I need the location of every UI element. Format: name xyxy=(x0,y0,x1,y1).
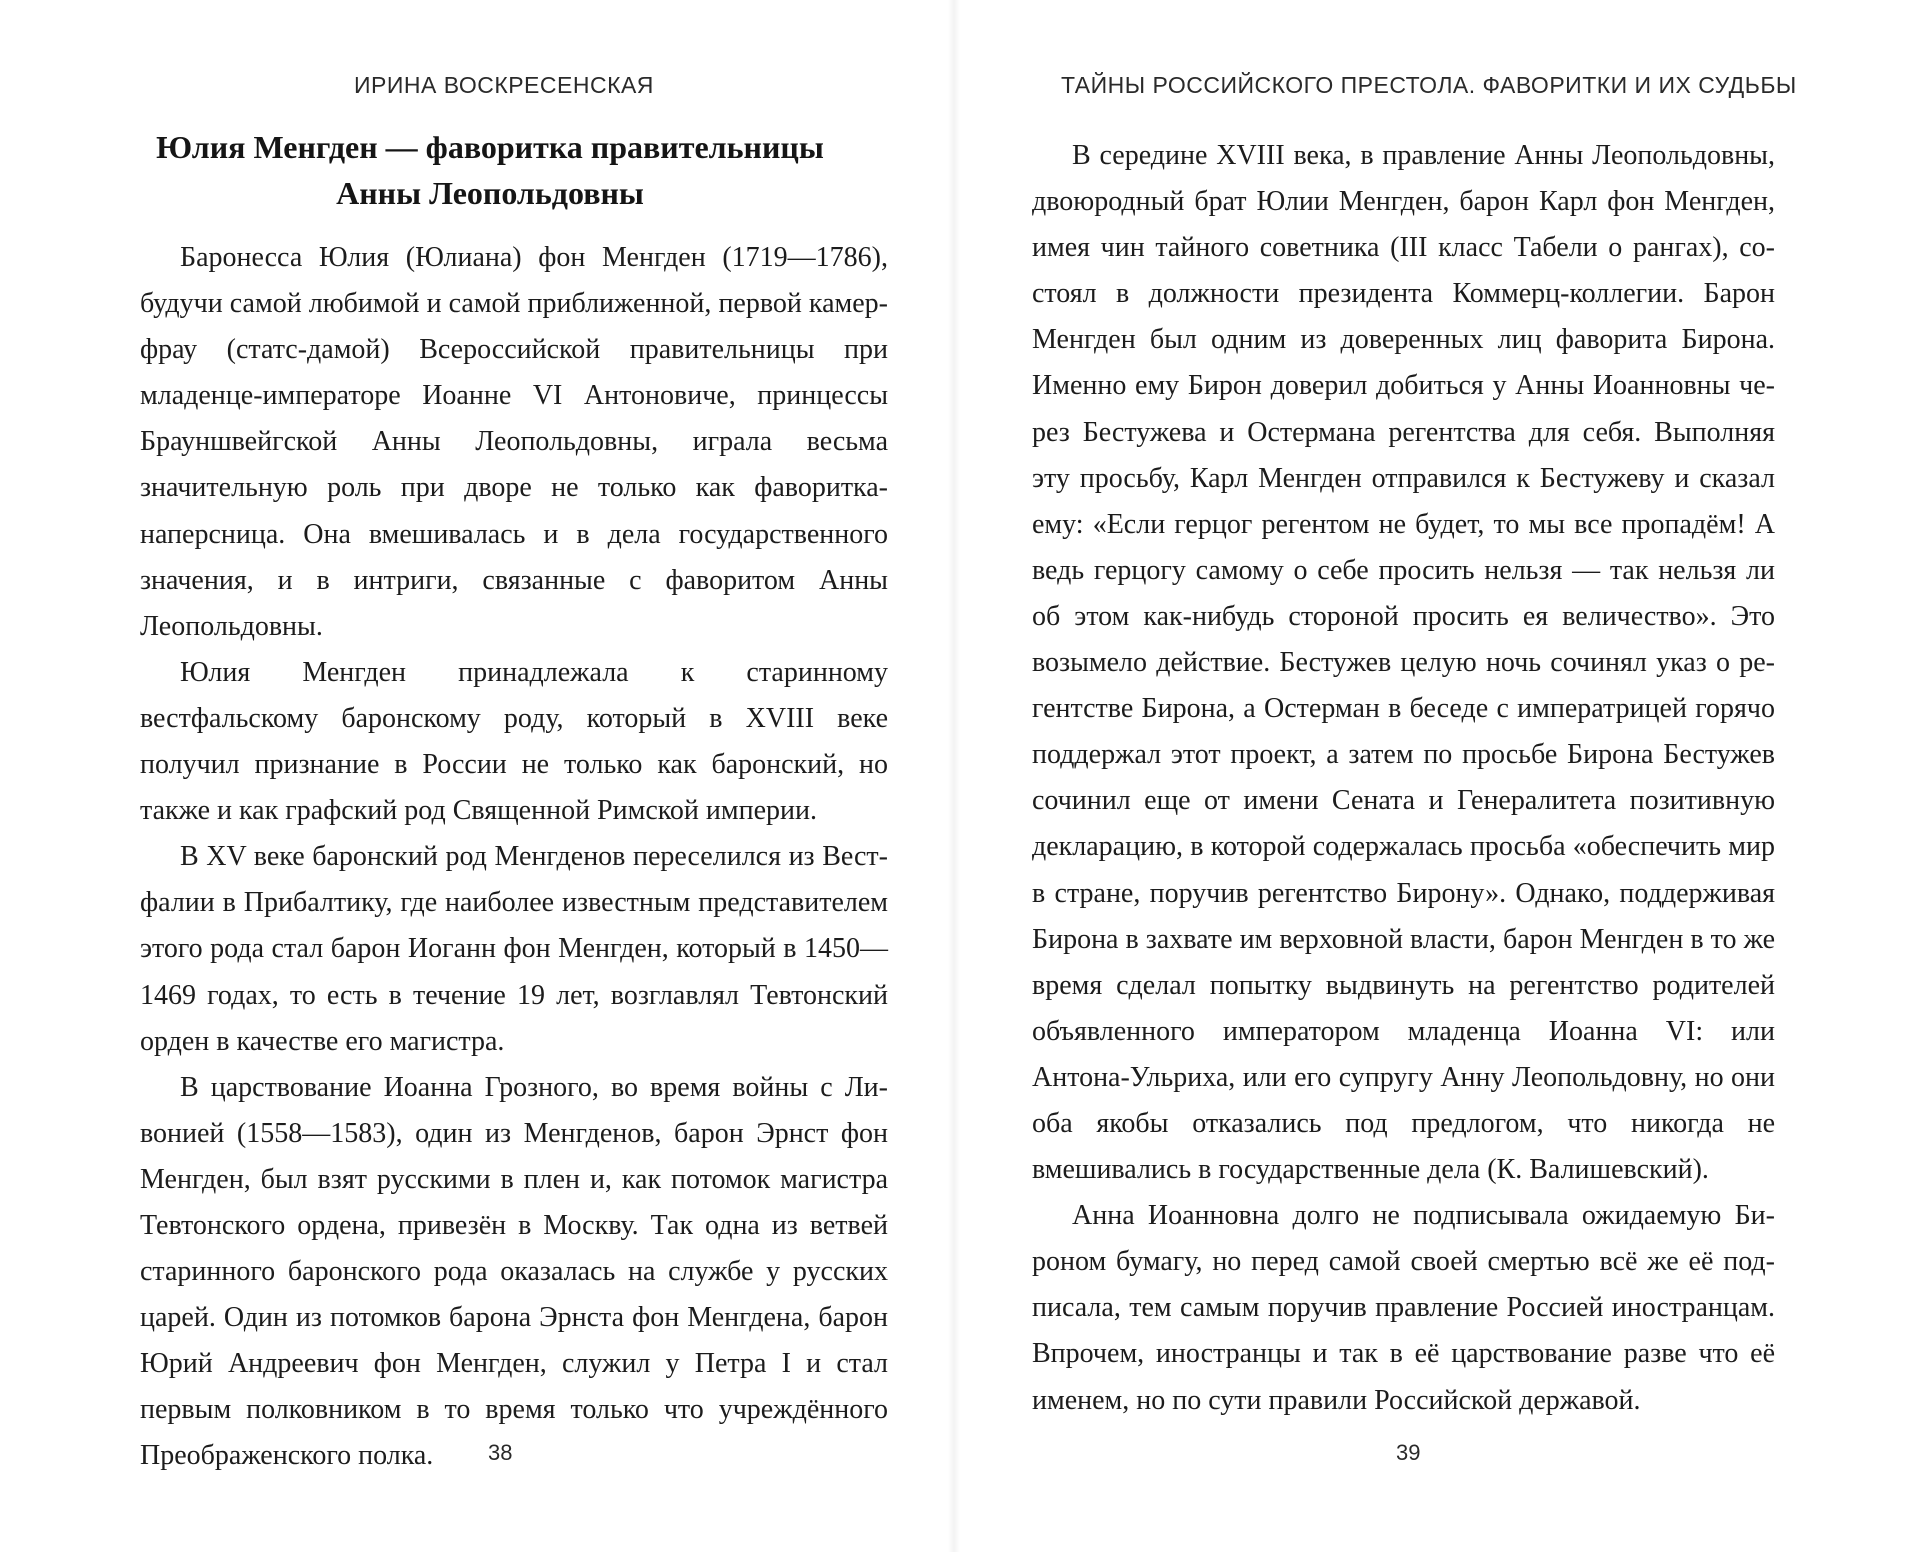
chapter-title-line-2: Анны Леопольдовны xyxy=(336,175,644,211)
right-page xyxy=(954,0,1908,1552)
running-head-author: ИРИНА ВОСКРЕСЕНСКАЯ xyxy=(354,72,654,98)
paragraph: В середине XVIII века, в правление Анны Леопольдовны, двоюродный брат Юлии Менгден, барон Карл фон Менгден, имея чин тайного советника (III класс Табели о рангах), состоял в должности президента Коммерц-коллегии. Барон Менгден был одним из доверенных лиц фаворита Бирона. Именно ему Бирон доверил добиться у Анны Иоанновны через Бестужева и Остермана регентства для себя. Выполняя эту просьбу, Карл Менгден отправился к Бестужеву и сказал ему: «Если герцог регентом не будет, то мы все пропадём! А ведь герцогу самому о себе просить нельзя — так нельзя ли об этом как-нибудь стороной просить ея величество». Это возымело действие. Бестужев целую ночь сочинял указ о регентстве Бирона, а Остерман в беседе с императрицей горячо поддержал этот проект, а затем по просьбе Бирона Бестужев сочинил еще от имени Сената и Генералитета позитивную декларацию, в которой содержалась просьба «обеспечить мир в стране, поручив регентство Бирону». Однако, поддерживая Бирона в захвате им верховной власти, барон Менгден в то же время сделал попытку выдвинуть на регентство родителей объявленного императором младенца Иоанна VI: или Антона-Ульриха, или его супругу Анну Леопольдовну, но они оба якобы отказались под предлогом, что никогда не вмешивались в государственные дела (К. Валишевский). xyxy=(1032,140,1775,1186)
page-number-right: 39 xyxy=(1396,1440,1421,1465)
chapter-title-line-1: Юлия Менгден — фаворитка правительницы xyxy=(156,129,824,165)
right-page-body xyxy=(1032,133,1775,1424)
chapter-title xyxy=(140,124,840,216)
paragraph: Юлия Менгден принадлежала к старинному вестфальскому баронскому роду, который в XVIII веке получил признание в России не только как баронский, но также и как графский род Священной Римской империи. xyxy=(140,656,888,827)
running-head-book-title: ТАЙНЫ РОССИЙСКОГО ПРЕСТОЛА. ФАВОРИТКИ И ИХ СУДЬБЫ xyxy=(1061,72,1797,98)
paragraph: В царствование Иоанна Грозного, во время войны с Ливонией (1558—1583), один из Менгденов, барон Эрнст фон Менгден, был взят русскими в плен и, как потомок магистра Тевтонского ордена, привезён в Москву. Так одна из ветвей старинного баронского рода оказалась на службе у русских царей. Один из потомков барона Эрнста фон Менгдена, барон Юрий Андреевич фон Менгден, служил у Петра I и стал первым полковником в то время только что учреждённого Преображенского полка. xyxy=(140,1071,888,1472)
page-number-left: 38 xyxy=(488,1440,513,1465)
paragraph: Баронесса Юлия (Юлиана) фон Менгден (1719—1786), будучи самой любимой и самой приближенной, первой камер-фрау (статс-дамой) Всероссийской правительницы при младенце-императоре Иоанне VI Антоновиче, принцессы Брауншвейгской Анны Леопольдовны, играла весьма значительную роль при дворе не только как фаворитка-наперсница. Она вмешивалась и в дела государственного значения, и в интриги, связанные с фаворитом Анны Леопольдовны. xyxy=(140,242,888,642)
paragraph: Анна Иоанновна долго не подписывала ожидаемую Бироном бумагу, но перед самой своей смертью всё же её подписала, тем самым поручив правление Россией иностранцам. Впрочем, иностранцы и так в её царствование разве что её именем, но по сути правили Российской державой. xyxy=(1032,1200,1775,1416)
left-page-body xyxy=(140,235,888,1480)
paragraph: В XV веке баронский род Менгденов переселился из Вестфалии в Прибалтику, где наиболее известным представителем этого рода стал барон Иоганн фон Менгден, который в 1450—1469 годах, то есть в течение 19 лет, возглавлял Тевтонский орден в качестве его магистра. xyxy=(140,841,888,1057)
